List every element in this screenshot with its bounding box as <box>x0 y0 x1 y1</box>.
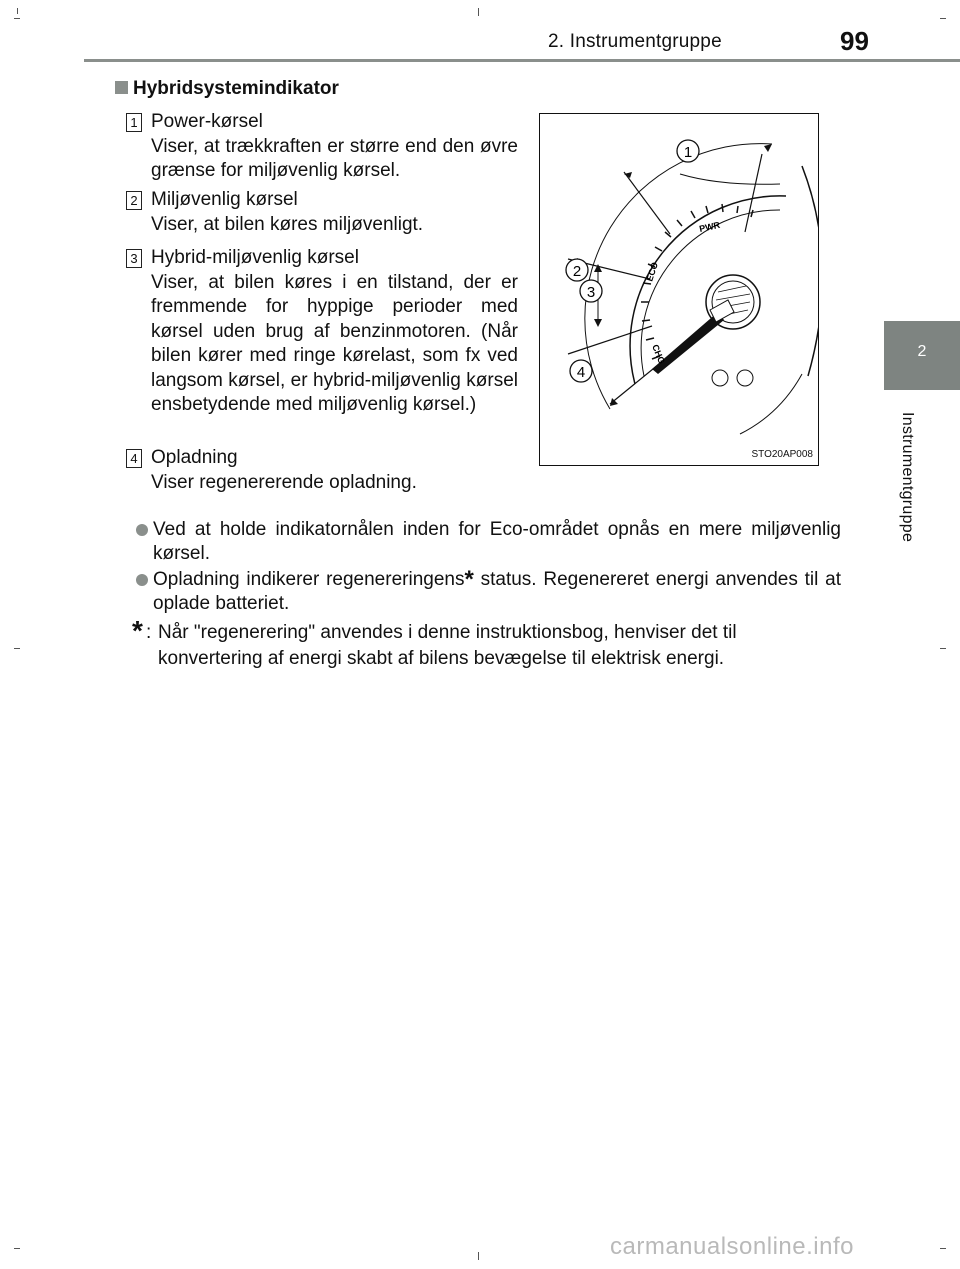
square-bullet-icon <box>115 81 128 94</box>
item-title: Power-kørsel <box>151 111 263 132</box>
crop-mark <box>14 18 20 19</box>
crop-mark <box>940 18 946 19</box>
hybrid-gauge-illustration <box>540 114 818 465</box>
item-description: Viser, at bilen køres i en tilstand, der er fremmende for hyppige perioder med kørsel uden brug af benzinmotoren. (Når bilen kører med ringe kørelast, som fx ved langsom kørsel, er hybrid-miljøvenlig kørsel ensbetydende med miljøvenlig kørsel.) <box>151 271 518 415</box>
callout-4-label: 4 <box>576 364 586 381</box>
chapter-tab-label: Instrumentgruppe <box>899 412 916 543</box>
chapter-tab <box>884 321 960 390</box>
figure-code: STO20AP008 <box>751 449 813 460</box>
bullet-dot-icon <box>136 574 148 586</box>
crop-mark <box>478 1252 479 1260</box>
item-title: Miljøvenlig kørsel <box>151 189 298 210</box>
gauge-label-pwr: PWR <box>698 219 721 234</box>
bullet-text-before: Opladning indikerer regenereringens <box>153 569 465 590</box>
item-title: Hybrid-miljøvenlig kørsel <box>151 247 359 268</box>
item-number: 2 <box>126 191 142 210</box>
bullet-text <box>153 568 841 616</box>
bullet-text-after: status. Regenereret energi anvendes til at oplade batteriet. <box>153 569 841 614</box>
list-item <box>126 110 518 184</box>
footnote-marker: * <box>132 615 143 646</box>
item-description: Viser, at bilen køres miljøvenligt. <box>151 213 424 235</box>
crop-mark <box>940 1248 946 1249</box>
crop-mark <box>940 648 946 649</box>
crop-mark <box>478 8 479 16</box>
item-description: Viser regenererende opladning. <box>151 471 417 493</box>
footnote <box>132 615 838 672</box>
bullet-dot-icon <box>136 524 148 536</box>
list-item <box>126 246 518 418</box>
bullet-item <box>136 568 841 616</box>
gauge-label-chg: CHG <box>650 343 667 366</box>
chapter-title: 2. Instrumentgruppe <box>548 31 722 52</box>
chapter-tab-number: 2 <box>917 343 927 360</box>
item-title: Opladning <box>151 447 238 468</box>
callout-4 <box>570 360 592 382</box>
footnote-colon: : <box>146 622 152 643</box>
footnote-line-2: konvertering af energi skabt af bilens bevægelse til elektrisk energi. <box>158 648 725 669</box>
crop-mark <box>17 8 18 14</box>
item-number: 3 <box>126 249 142 268</box>
callout-3 <box>580 280 602 302</box>
crop-mark <box>14 648 20 649</box>
callout-1-label: 1 <box>683 144 693 161</box>
gauge-label-eco: ECO <box>644 260 660 283</box>
item-description: Viser, at trækkraften er større end den øvre grænse for miljøvenlig kørsel. <box>151 135 518 181</box>
section-heading-text: Hybridsystemindikator <box>133 78 339 99</box>
watermark: carmanualsonline.info <box>610 1233 854 1260</box>
page-number: 99 <box>840 26 869 56</box>
callout-2-label: 2 <box>572 263 582 280</box>
hybrid-indicator-figure <box>539 113 819 466</box>
crop-mark <box>14 1248 20 1249</box>
callout-1 <box>677 140 699 162</box>
footnote-line-1: Når "regenerering" anvendes i denne instruktionsbog, henviser det til <box>158 622 737 643</box>
list-item <box>126 446 518 495</box>
footnote-reference: * <box>464 566 474 593</box>
item-number: 1 <box>126 113 142 132</box>
list-item <box>126 188 518 237</box>
section-heading <box>115 78 339 100</box>
callout-3-label: 3 <box>586 284 596 301</box>
bullet-item <box>136 518 841 566</box>
header-rule <box>84 59 960 62</box>
bullet-text: Ved at holde indikatornålen inden for Eco-området opnås en mere miljøvenlig kørsel. <box>153 519 841 564</box>
item-number: 4 <box>126 449 142 468</box>
callout-2 <box>566 259 588 281</box>
